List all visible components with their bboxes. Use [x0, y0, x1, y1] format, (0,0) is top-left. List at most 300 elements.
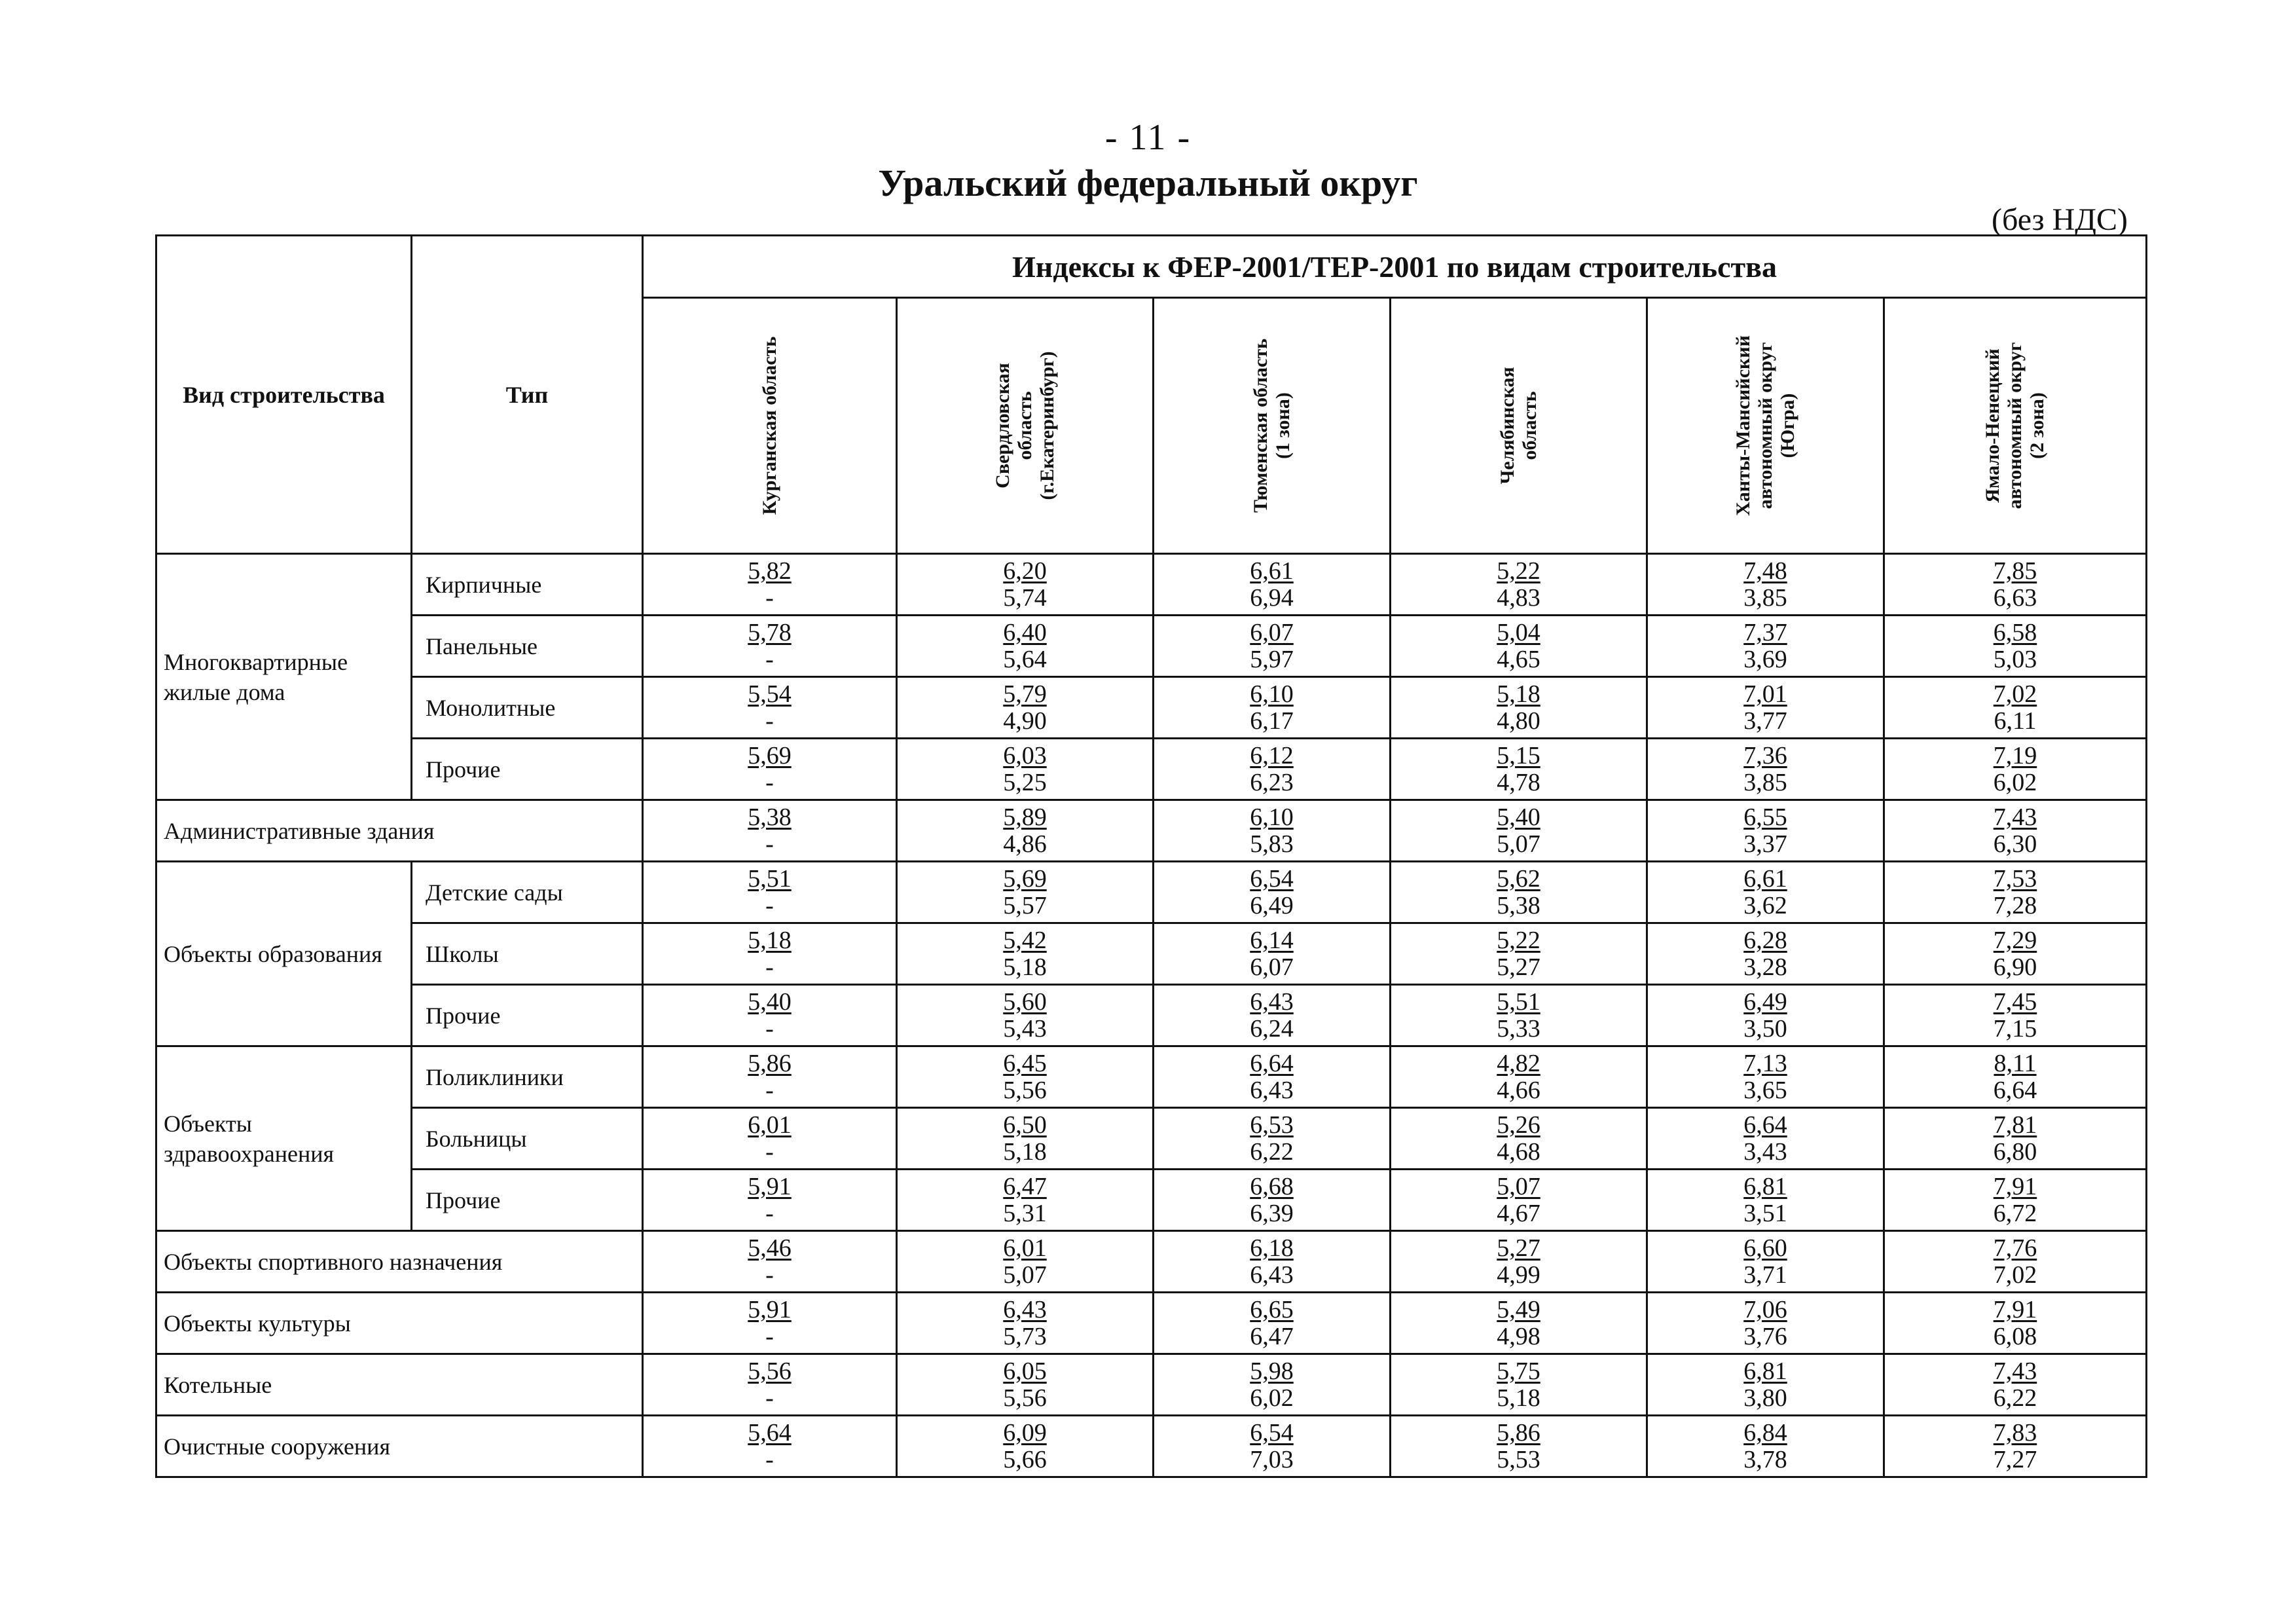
index-value-bottom: 3,78	[1743, 1445, 1787, 1473]
index-cell	[1154, 1170, 1391, 1231]
table-row	[156, 1170, 2147, 1231]
index-value-top: 7,48	[1743, 557, 1787, 585]
index-value-bottom: 5,18	[1003, 1137, 1047, 1166]
index-cell	[1154, 677, 1391, 739]
construction-type-cell: Административные здания	[156, 800, 643, 862]
index-value-top: 5,40	[1497, 803, 1540, 831]
index-value-top: 6,68	[1250, 1172, 1294, 1200]
index-cell	[1884, 862, 2147, 923]
index-value-bottom: 3,71	[1743, 1261, 1787, 1289]
index-cell	[1154, 1231, 1391, 1293]
construction-type-cell: Очистные сооружения	[156, 1416, 643, 1477]
index-cell	[1884, 616, 2147, 677]
type-cell: Панельные	[412, 616, 643, 677]
index-value-top: 7,81	[1993, 1111, 2037, 1139]
index-value-bottom: 5,07	[1497, 830, 1540, 858]
index-value-top: 5,15	[1497, 741, 1540, 769]
page-title: Уральский федеральный округ	[878, 162, 1418, 204]
index-cell	[1647, 739, 1884, 800]
region-label	[1732, 335, 1799, 516]
type-cell: Прочие	[412, 1170, 643, 1231]
index-cell	[897, 739, 1154, 800]
index-value-top: 6,54	[1250, 1418, 1294, 1447]
index-cell	[643, 985, 897, 1046]
type-cell: Прочие	[412, 739, 643, 800]
index-value-bottom: 6,90	[1993, 953, 2037, 981]
index-value-top: 7,85	[1993, 557, 2037, 585]
index-value-top: 5,75	[1497, 1357, 1540, 1385]
index-cell	[1647, 1046, 1884, 1108]
index-value-top: 6,09	[1003, 1418, 1047, 1447]
index-value-bottom: 3,43	[1743, 1137, 1787, 1166]
index-value-bottom: 7,28	[1993, 891, 2037, 919]
index-value-top: 5,51	[1497, 987, 1540, 1016]
index-value-bottom: 6,49	[1250, 891, 1294, 919]
table-row	[156, 800, 2147, 862]
index-value-top: 6,47	[1003, 1172, 1047, 1200]
index-value-bottom: -	[765, 707, 774, 735]
table-row	[156, 1416, 2147, 1477]
index-value-bottom: 6,11	[1994, 707, 2037, 735]
page-number: - 11 -	[1104, 117, 1192, 158]
index-value-top: 6,81	[1743, 1357, 1787, 1385]
index-cell	[643, 1416, 897, 1477]
vat-note: (без НДС)	[1991, 202, 2128, 237]
index-value-top: 7,29	[1993, 926, 2037, 954]
index-cell	[643, 616, 897, 677]
index-value-bottom: -	[765, 891, 774, 919]
index-value-bottom: 5,07	[1003, 1261, 1047, 1289]
index-cell	[1154, 1108, 1391, 1170]
index-value-top: 7,19	[1993, 741, 2037, 769]
index-value-bottom: 6,39	[1250, 1199, 1294, 1227]
header-construction-type: Вид строительства	[156, 236, 412, 554]
index-value-bottom: -	[765, 1261, 774, 1289]
index-value-bottom: 5,27	[1497, 953, 1540, 981]
index-cell	[1391, 862, 1647, 923]
index-value-top: 5,46	[748, 1234, 792, 1262]
type-cell: Кирпичные	[412, 554, 643, 616]
index-value-bottom: 5,74	[1003, 583, 1047, 612]
index-value-bottom: 3,51	[1743, 1199, 1787, 1227]
header-region-1	[643, 298, 897, 554]
index-value-bottom: 3,77	[1743, 707, 1787, 735]
index-value-top: 5,26	[1497, 1111, 1540, 1139]
index-value-bottom: -	[765, 768, 774, 796]
index-cell	[1391, 923, 1647, 985]
index-value-top: 5,69	[1003, 864, 1047, 893]
index-value-top: 6,40	[1003, 618, 1047, 646]
index-value-top: 6,10	[1250, 803, 1294, 831]
index-cell	[1647, 1231, 1884, 1293]
index-cell	[1884, 1108, 2147, 1170]
index-value-bottom: 6,80	[1993, 1137, 2037, 1166]
index-value-top: 5,54	[748, 680, 792, 708]
index-value-bottom: 5,56	[1003, 1076, 1047, 1104]
index-value-top: 6,10	[1250, 680, 1294, 708]
index-value-top: 5,07	[1497, 1172, 1540, 1200]
index-cell	[897, 616, 1154, 677]
index-cell	[1154, 923, 1391, 985]
index-cell	[1884, 1231, 2147, 1293]
index-cell	[1154, 1293, 1391, 1354]
index-value-bottom: 6,47	[1250, 1322, 1294, 1350]
index-value-bottom: 3,76	[1743, 1322, 1787, 1350]
index-value-bottom: 5,18	[1003, 953, 1047, 981]
index-value-bottom: 7,02	[1993, 1261, 2037, 1289]
index-cell	[1391, 677, 1647, 739]
index-cell	[1154, 739, 1391, 800]
index-cell	[1884, 1170, 2147, 1231]
index-value-top: 6,81	[1743, 1172, 1787, 1200]
index-cell	[643, 677, 897, 739]
index-cell	[1884, 923, 2147, 985]
index-cell	[1884, 554, 2147, 616]
index-value-top: 6,14	[1250, 926, 1294, 954]
index-value-bottom: 3,80	[1743, 1384, 1787, 1412]
index-value-bottom: 4,90	[1003, 707, 1047, 735]
index-cell	[1154, 862, 1391, 923]
region-label-line: автономный округ	[2004, 342, 2026, 509]
index-value-top: 6,55	[1743, 803, 1787, 831]
index-value-top: 6,60	[1743, 1234, 1787, 1262]
region-label-line: Ямало-Ненецкий	[1982, 348, 2003, 503]
index-cell	[1391, 1416, 1647, 1477]
index-cell	[1154, 554, 1391, 616]
index-value-bottom: 3,85	[1743, 768, 1787, 796]
index-value-top: 5,78	[748, 618, 792, 646]
index-value-top: 4,82	[1497, 1049, 1540, 1077]
index-value-top: 7,43	[1993, 803, 2037, 831]
table-row	[156, 739, 2147, 800]
index-value-bottom: -	[765, 1322, 774, 1350]
index-value-top: 6,61	[1250, 557, 1294, 585]
index-value-top: 6,53	[1250, 1111, 1294, 1139]
index-cell	[643, 923, 897, 985]
index-cell	[1884, 677, 2147, 739]
index-value-bottom: -	[765, 1199, 774, 1227]
index-value-top: 5,22	[1497, 557, 1540, 585]
index-value-top: 5,18	[748, 926, 792, 954]
index-cell	[1154, 800, 1391, 862]
region-label	[1250, 339, 1294, 513]
index-cell	[1647, 1354, 1884, 1416]
index-cell	[1647, 1293, 1884, 1354]
index-cell	[897, 1293, 1154, 1354]
region-label-line: область	[1518, 391, 1540, 460]
index-value-bottom: 5,43	[1003, 1014, 1047, 1043]
table-row	[156, 1231, 2147, 1293]
index-cell	[897, 677, 1154, 739]
region-label-line: Тюменская область	[1249, 339, 1271, 513]
index-cell	[1154, 1416, 1391, 1477]
index-value-top: 6,43	[1003, 1295, 1047, 1323]
region-label	[1497, 367, 1541, 484]
index-value-top: 6,84	[1743, 1418, 1787, 1447]
index-value-bottom: 4,98	[1497, 1322, 1540, 1350]
index-cell	[643, 1293, 897, 1354]
index-cell	[897, 1416, 1154, 1477]
index-value-bottom: 3,69	[1743, 645, 1787, 673]
index-value-bottom: 6,24	[1250, 1014, 1294, 1043]
index-value-bottom: 6,22	[1250, 1137, 1294, 1166]
index-value-bottom: 6,07	[1250, 953, 1294, 981]
index-value-bottom: 6,22	[1993, 1384, 2037, 1412]
index-value-top: 6,58	[1993, 618, 2037, 646]
index-cell	[1391, 800, 1647, 862]
index-value-top: 5,38	[748, 803, 792, 831]
table-row	[156, 1293, 2147, 1354]
index-value-top: 5,60	[1003, 987, 1047, 1016]
index-value-bottom: 6,23	[1250, 768, 1294, 796]
index-cell	[1391, 1108, 1647, 1170]
table-row	[156, 985, 2147, 1046]
index-value-bottom: 6,02	[1993, 768, 2037, 796]
index-value-top: 7,06	[1743, 1295, 1787, 1323]
index-value-top: 5,22	[1497, 926, 1540, 954]
index-value-top: 6,01	[748, 1111, 792, 1139]
index-cell	[1647, 985, 1884, 1046]
table-row	[156, 1046, 2147, 1108]
index-cell	[1647, 1108, 1884, 1170]
index-value-top: 6,64	[1743, 1111, 1787, 1139]
table-row	[156, 862, 2147, 923]
index-cell	[897, 1046, 1154, 1108]
index-value-bottom: 3,37	[1743, 830, 1787, 858]
index-value-bottom: 6,43	[1250, 1076, 1294, 1104]
index-value-top: 7,83	[1993, 1418, 2037, 1447]
region-label-line: (Югра)	[1776, 393, 1798, 458]
index-value-bottom: 6,63	[1993, 583, 2037, 612]
type-cell: Больницы	[412, 1108, 643, 1170]
index-value-top: 5,86	[1497, 1418, 1540, 1447]
index-value-bottom: 5,73	[1003, 1322, 1047, 1350]
index-value-bottom: 5,31	[1003, 1199, 1047, 1227]
index-value-top: 7,43	[1993, 1357, 2037, 1385]
index-value-bottom: 3,62	[1743, 891, 1787, 919]
header-region-3	[1154, 298, 1391, 554]
index-value-bottom: 3,28	[1743, 953, 1787, 981]
index-cell	[897, 1170, 1154, 1231]
index-value-top: 7,76	[1993, 1234, 2037, 1262]
region-label-line: автономный округ	[1754, 342, 1776, 509]
index-value-top: 7,36	[1743, 741, 1787, 769]
index-value-top: 7,02	[1993, 680, 2037, 708]
index-value-bottom: 7,15	[1993, 1014, 2037, 1043]
index-cell	[1647, 1416, 1884, 1477]
index-value-bottom: 5,97	[1250, 645, 1294, 673]
index-cell	[643, 800, 897, 862]
index-cell	[643, 1108, 897, 1170]
index-cell	[1391, 1293, 1647, 1354]
index-value-top: 5,56	[748, 1357, 792, 1385]
index-value-bottom: 5,38	[1497, 891, 1540, 919]
index-cell	[1391, 554, 1647, 616]
index-value-bottom: 4,68	[1497, 1137, 1540, 1166]
index-value-bottom: 5,25	[1003, 768, 1047, 796]
index-cell	[897, 800, 1154, 862]
table-row	[156, 1354, 2147, 1416]
index-cell	[1154, 1354, 1391, 1416]
index-value-bottom: 5,57	[1003, 891, 1047, 919]
index-value-top: 6,01	[1003, 1234, 1047, 1262]
index-cell	[643, 1046, 897, 1108]
type-cell: Прочие	[412, 985, 643, 1046]
index-cell	[1884, 1354, 2147, 1416]
index-value-top: 6,18	[1250, 1234, 1294, 1262]
index-value-top: 5,42	[1003, 926, 1047, 954]
index-value-bottom: 5,64	[1003, 645, 1047, 673]
index-value-bottom: 6,43	[1250, 1261, 1294, 1289]
index-value-top: 5,82	[748, 557, 792, 585]
index-value-bottom: 5,66	[1003, 1445, 1047, 1473]
index-cell	[897, 923, 1154, 985]
type-cell: Школы	[412, 923, 643, 985]
index-value-bottom: 6,02	[1250, 1384, 1294, 1412]
index-value-top: 5,49	[1497, 1295, 1540, 1323]
index-value-bottom: -	[765, 645, 774, 673]
index-value-bottom: 4,99	[1497, 1261, 1540, 1289]
region-label	[992, 351, 1059, 500]
type-cell: Детские сады	[412, 862, 643, 923]
construction-type-cell: Объекты культуры	[156, 1293, 643, 1354]
index-value-bottom: -	[765, 830, 774, 858]
region-label-line: Ханты-Мансийский	[1732, 335, 1754, 516]
index-value-bottom: 3,65	[1743, 1076, 1787, 1104]
region-label-line: (1 зона)	[1271, 392, 1294, 459]
index-value-top: 5,64	[748, 1418, 792, 1447]
index-value-bottom: 6,30	[1993, 830, 2037, 858]
index-cell	[1647, 677, 1884, 739]
index-value-bottom: 6,64	[1993, 1076, 2037, 1104]
index-value-top: 6,50	[1003, 1111, 1047, 1139]
index-value-bottom: -	[765, 1445, 774, 1473]
index-value-top: 5,62	[1497, 864, 1540, 893]
index-value-top: 5,98	[1250, 1357, 1294, 1385]
index-value-bottom: 3,50	[1743, 1014, 1787, 1043]
index-cell	[897, 862, 1154, 923]
index-value-top: 5,04	[1497, 618, 1540, 646]
index-cell	[897, 985, 1154, 1046]
index-value-bottom: -	[765, 583, 774, 612]
table-row	[156, 1108, 2147, 1170]
index-cell	[1154, 616, 1391, 677]
index-cell	[643, 1354, 897, 1416]
index-value-top: 6,07	[1250, 618, 1294, 646]
index-cell	[1884, 800, 2147, 862]
index-cell	[1391, 616, 1647, 677]
index-cell	[1647, 800, 1884, 862]
index-value-top: 6,54	[1250, 864, 1294, 893]
index-table	[155, 234, 2147, 1478]
index-value-bottom: 5,56	[1003, 1384, 1047, 1412]
index-cell	[1391, 1231, 1647, 1293]
index-value-top: 6,20	[1003, 557, 1047, 585]
region-label-line: Свердловская	[991, 363, 1013, 489]
index-cell	[1391, 739, 1647, 800]
index-cell	[1154, 985, 1391, 1046]
index-value-top: 5,79	[1003, 680, 1047, 708]
index-value-top: 5,51	[748, 864, 792, 893]
index-cell	[1391, 1046, 1647, 1108]
index-value-bottom: 5,83	[1250, 830, 1294, 858]
index-value-top: 7,91	[1993, 1295, 2037, 1323]
index-cell	[897, 554, 1154, 616]
index-value-bottom: 6,08	[1993, 1322, 2037, 1350]
index-cell	[1884, 1416, 2147, 1477]
header-indices: Индексы к ФЕР-2001/ТЕР-2001 по видам строительства	[643, 236, 2147, 298]
table-row	[156, 616, 2147, 677]
construction-type-cell: Объекты образования	[156, 862, 412, 1046]
index-value-bottom: 5,18	[1497, 1384, 1540, 1412]
index-cell	[643, 554, 897, 616]
header-region-4	[1391, 298, 1647, 554]
index-value-top: 6,45	[1003, 1049, 1047, 1077]
index-value-top: 6,43	[1250, 987, 1294, 1016]
index-value-top: 6,28	[1743, 926, 1787, 954]
index-value-bottom: -	[765, 1076, 774, 1104]
index-cell	[1391, 1354, 1647, 1416]
index-value-bottom: 5,33	[1497, 1014, 1540, 1043]
index-value-bottom: -	[765, 953, 774, 981]
index-cell	[1647, 616, 1884, 677]
index-cell	[1647, 862, 1884, 923]
index-value-top: 7,45	[1993, 987, 2037, 1016]
index-value-top: 7,01	[1743, 680, 1787, 708]
index-value-top: 6,03	[1003, 741, 1047, 769]
index-value-bottom: 4,80	[1497, 707, 1540, 735]
index-value-top: 7,91	[1993, 1172, 2037, 1200]
header-type: Тип	[412, 236, 643, 554]
index-cell	[1647, 554, 1884, 616]
index-value-bottom: 5,03	[1993, 645, 2037, 673]
index-value-top: 6,12	[1250, 741, 1294, 769]
index-cell	[1884, 1293, 2147, 1354]
header-region-6	[1884, 298, 2147, 554]
table-row	[156, 923, 2147, 985]
table-row	[156, 554, 2147, 616]
index-value-bottom: 4,66	[1497, 1076, 1540, 1104]
index-cell	[1391, 1170, 1647, 1231]
index-cell	[1647, 1170, 1884, 1231]
index-cell	[897, 1108, 1154, 1170]
construction-type-cell: Котельные	[156, 1354, 643, 1416]
index-value-top: 7,53	[1993, 864, 2037, 893]
index-value-top: 5,86	[748, 1049, 792, 1077]
table-body	[156, 554, 2147, 1477]
index-value-top: 5,18	[1497, 680, 1540, 708]
index-value-top: 6,64	[1250, 1049, 1294, 1077]
index-cell	[1884, 739, 2147, 800]
index-cell	[1391, 985, 1647, 1046]
index-value-bottom: 4,65	[1497, 645, 1540, 673]
region-label-line: область	[1013, 391, 1036, 460]
region-label	[759, 337, 781, 515]
index-value-bottom: 4,67	[1497, 1199, 1540, 1227]
type-cell: Монолитные	[412, 677, 643, 739]
table-row	[156, 677, 2147, 739]
index-cell	[897, 1231, 1154, 1293]
index-value-top: 7,13	[1743, 1049, 1787, 1077]
index-cell	[1154, 1046, 1391, 1108]
index-cell	[643, 862, 897, 923]
index-value-bottom: 4,83	[1497, 583, 1540, 612]
index-value-top: 5,91	[748, 1172, 792, 1200]
index-cell	[643, 1170, 897, 1231]
region-label-line: Курганская область	[758, 336, 780, 515]
index-value-bottom: 4,78	[1497, 768, 1540, 796]
index-value-top: 7,37	[1743, 618, 1787, 646]
